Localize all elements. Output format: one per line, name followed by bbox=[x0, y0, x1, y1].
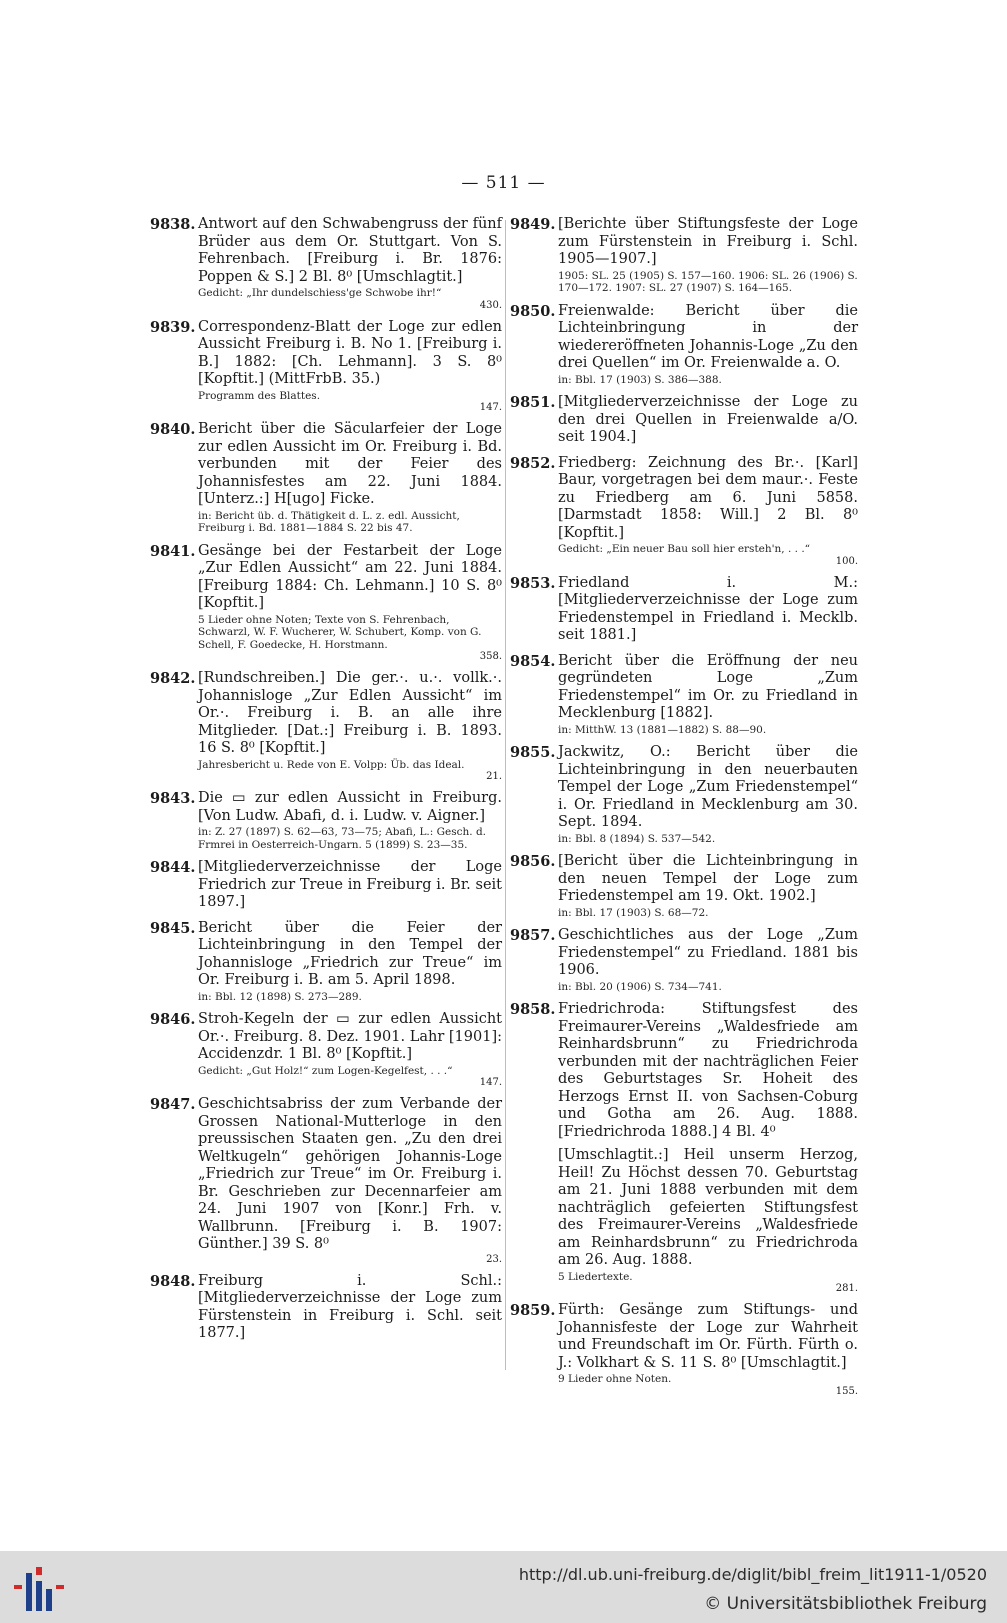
bibliography-entry bbox=[150, 319, 502, 414]
bibliography-entry bbox=[510, 1302, 858, 1397]
bibliography-entry bbox=[150, 543, 502, 663]
entry-text: Friedberg: Zeichnung des Br.·. [Karl] Baur, vorgetragen bei dem maur.·. Feste zu Friedberg am 6. Juni 5858. [Darmstadt 1858: Will.] 2 Bl. 8⁰ [Kopftit.] bbox=[558, 454, 858, 541]
right-column bbox=[510, 216, 858, 1405]
bibliography-entry bbox=[150, 1096, 502, 1265]
footer-copyright: © Universitätsbibliothek Freiburg bbox=[704, 1594, 987, 1614]
entry-note: in: Bbl. 12 (1898) S. 273—289. bbox=[198, 990, 362, 1003]
entry-note: in: MitthW. 13 (1881—1882) S. 88—90. bbox=[558, 723, 767, 736]
entry-text: Geschichtsabriss der zum Verbande der Grossen National-Mutterloge in den preussischen Staaten gen. „Zu den drei Weltkugeln“ gehörigen Johannis-Loge „Friedrich zur Treue“ im Or. Freiburg i. Br. Geschrieben zur Decennarfeier am 24. Juni 1907 von [Konr.] Frh. v. Wallbrunn. [Freiburg i. B. 1907: Günther.] 39 S. 8⁰ bbox=[198, 1096, 502, 1252]
bibliography-entry bbox=[510, 216, 858, 295]
entry-text: Freiburg i. Schl.: [Mitgliederverzeichnisse der Loge zum Fürstenstein in Freiburg i. Schl. seit 1877.] bbox=[198, 1272, 502, 1341]
entry-text: Freienwalde: Bericht über die Lichteinbringung in der wiedereröffneten Johannis-Loge „Zu den drei Quellen“ im Or. Freienwalde a. O. bbox=[558, 302, 858, 371]
page-number: — 511 — bbox=[461, 173, 546, 193]
entry-note: Gedicht: „Gut Holz!“ zum Logen-Kegelfest, . . .“ bbox=[198, 1064, 453, 1077]
entry-number: 9849. bbox=[510, 216, 556, 233]
bibliography-entry bbox=[150, 790, 502, 851]
bibliography-entry bbox=[150, 670, 502, 782]
entry-text: Gesänge bei der Festarbeit der Loge „Zur Edlen Aussicht“ am 22. Juni 1884. [Freiburg 1884: Ch. Lehmann.] 10 S. 8⁰ [Kopftit.] bbox=[198, 542, 502, 611]
footer-url-link[interactable]: http://dl.ub.uni-freiburg.de/diglit/bibl_freim_lit1911-1/0520 bbox=[518, 1565, 987, 1584]
entry-reference-number: 358. bbox=[479, 651, 502, 662]
left-column bbox=[150, 216, 502, 1351]
entry-number: 9843. bbox=[150, 790, 196, 807]
bibliography-entry bbox=[510, 303, 858, 387]
bibliography-entry bbox=[150, 1011, 502, 1088]
entry-note: in: Bbl. 17 (1903) S. 386—388. bbox=[558, 373, 722, 386]
entry-note: in: Z. 27 (1897) S. 62—63, 73—75; Abafi, L.: Gesch. d. Frmrei in Oesterreich-Ungarn. 5 (1899) S. 23—35. bbox=[198, 826, 487, 851]
entry-note: Programm des Blattes. bbox=[198, 389, 321, 402]
bibliography-entry bbox=[510, 853, 858, 919]
column-divider bbox=[505, 220, 506, 1370]
entry-text: [Berichte über Stiftungsfeste der Loge zum Fürstenstein in Freiburg i. Schl. 1905—1907.] bbox=[558, 216, 858, 267]
bibliography-entry bbox=[510, 653, 858, 737]
entry-text: Friedrichroda: Stiftungsfest des Freimaurer-Vereins „Waldesfriede am Reinhardsbrunn“ zu Friedrichroda verbunden mit der nachträglichen Feier des Geburtstages Sr. Hoheit des Herzogs Ernst II. von Sachsen-Coburg und Gotha am 26. Aug. 1888. [Friedrichroda 1888.] 4 Bl. 4⁰ bbox=[558, 1001, 858, 1140]
entry-note: Jahresbericht u. Rede von E. Volpp: Üb. das Ideal. bbox=[198, 758, 465, 771]
entry-reference-number: 430. bbox=[479, 299, 502, 311]
entry-note: in: Bbl. 17 (1903) S. 68—72. bbox=[558, 906, 709, 919]
entry-text: Stroh-Kegeln der ▭ zur edlen Aussicht Or.·. Freiburg. 8. Dez. 1901. Lahr [1901]: Accidenzdr. 1 Bl. 8⁰ [Kopftit.] bbox=[198, 1011, 502, 1062]
entry-number: 9850. bbox=[510, 302, 556, 320]
entry-note: in: Bbl. 8 (1894) S. 537—542. bbox=[558, 832, 716, 845]
entry-number: 9848. bbox=[150, 1272, 196, 1290]
entry-reference-number: 100. bbox=[835, 555, 858, 567]
entry-note: 5 Lieder ohne Noten; Texte von S. Fehrenbach, Schwarzl, W. F. Wucherer, W. Schubert, Komp. von G. Schell, F. Goedecke, H. Horstmann. bbox=[198, 613, 482, 651]
entry-number: 9841. bbox=[150, 542, 196, 560]
entry-number: 9842. bbox=[150, 670, 196, 687]
entry-reference-number: 21. bbox=[486, 771, 502, 782]
entry-text: [Rundschreiben.] Die ger.·. u.·. vollk.·. Johannisloge „Zur Edlen Aussicht“ im Or.·. Freiburg i. B. an alle ihre Mitglieder. [Dat.:] Freiburg i. B. 1893. 16 S. 8⁰ [Kopftit.] bbox=[198, 670, 502, 756]
entry-note: Gedicht: „Ihr dundelschiess'ge Schwobe ihr!“ bbox=[198, 287, 442, 299]
entry-text: Geschichtliches aus der Loge „Zum Friedenstempel“ zu Friedland. 1881 bis 1906. bbox=[558, 927, 858, 978]
entry-text: [Mitgliederverzeichnisse der Loge zu den drei Quellen in Freienwalde a/O. seit 1904.] bbox=[558, 394, 858, 445]
entry-text: [Bericht über die Lichteinbringung in den neuen Tempel der Loge zum Friedenstempel am 19. Okt. 1902.] bbox=[558, 853, 858, 904]
bibliography-entry bbox=[150, 859, 502, 912]
entry-number: 9855. bbox=[510, 744, 556, 761]
entry-number: 9838. bbox=[150, 216, 196, 233]
entry-reference-number: 147. bbox=[479, 1077, 502, 1088]
entry-number: 9852. bbox=[510, 454, 556, 472]
entry-number: 9840. bbox=[150, 421, 196, 438]
bibliography-entry bbox=[150, 421, 502, 535]
bibliography-entry bbox=[510, 744, 858, 845]
entry-number: 9856. bbox=[510, 853, 556, 870]
library-logo-icon bbox=[10, 1563, 66, 1615]
entry-reference-number: 281. bbox=[835, 1283, 858, 1294]
bibliography-entry bbox=[510, 455, 858, 567]
entry-number: 9859. bbox=[510, 1302, 556, 1319]
entry-number: 9846. bbox=[150, 1011, 196, 1028]
entry-note: 1905: SL. 25 (1905) S. 157—160. 1906: SL. 26 (1906) S. 170—172. 1907: SL. 27 (1907) S. 164—165. bbox=[558, 269, 858, 294]
entry-number: 9858. bbox=[510, 1001, 556, 1018]
entry-text: Bericht über die Feier der Lichteinbringung in den Tempel der Johannisloge „Friedrich zur Treue“ im Or. Freiburg i. B. am 5. April 1898. bbox=[198, 919, 502, 988]
entry-text: Friedland i. M.: [Mitgliederverzeichnisse der Loge zum Friedenstempel in Friedland i. Mecklb. seit 1881.] bbox=[558, 574, 858, 643]
entry-text: Correspondenz-Blatt der Loge zur edlen Aussicht Freiburg i. B. No 1. [Freiburg i. B.] 1882: [Ch. Lehmann]. 3 S. 8⁰ [Kopftit.] (MittFrbB. 35.) bbox=[198, 318, 502, 387]
bibliography-entry bbox=[150, 216, 502, 311]
entry-text: Antwort auf den Schwabengruss der fünf Brüder aus dem Or. Stuttgart. Von S. Fehrenbach. [Freiburg i. Br. 1876: Poppen & S.] 2 Bl. 8⁰ [Umschlagtit.] bbox=[198, 216, 502, 285]
entry-reference-number: 155. bbox=[835, 1385, 858, 1397]
entry-note: 5 Liedertexte. bbox=[558, 1270, 633, 1283]
entry-text: Die ▭ zur edlen Aussicht in Freiburg. [Von Ludw. Abafi, d. i. Ludw. v. Aigner.] bbox=[198, 790, 502, 824]
entry-note: in: Bbl. 20 (1906) S. 734—741. bbox=[558, 980, 722, 993]
entry-number: 9839. bbox=[150, 318, 196, 336]
footer-bar bbox=[0, 1551, 1007, 1623]
entry-reference-number: 23. bbox=[486, 1253, 502, 1265]
entry-text: Fürth: Gesänge zum Stiftungs- und Johannisfeste der Loge zur Wahrheit und Freundschaft im Or. Fürth. Fürth o. J.: Volkhart & S. 11 S. 8⁰ [Umschlagtit.] bbox=[558, 1302, 858, 1371]
bibliography-entry bbox=[510, 1001, 858, 1294]
entry-number: 9853. bbox=[510, 574, 556, 592]
entry-number: 9845. bbox=[150, 919, 196, 937]
bibliography-entry bbox=[510, 575, 858, 645]
entry-note: 9 Lieder ohne Noten. bbox=[558, 1373, 672, 1385]
entry-number: 9847. bbox=[150, 1096, 196, 1113]
entry-number: 9857. bbox=[510, 927, 556, 944]
entry-text: Bericht über die Eröffnung der neu gegründeten Loge „Zum Friedenstempel“ im Or. zu Friedland in Mecklenburg [1882]. bbox=[558, 652, 858, 721]
entry-note: in: Bericht üb. d. Thätigkeit d. L. z. edl. Aussicht, Freiburg i. Bd. 1881—1884 S. 22 bis 47. bbox=[198, 509, 460, 534]
bibliography-entry bbox=[150, 920, 502, 1004]
entry-number: 9851. bbox=[510, 394, 556, 411]
entry-number: 9844. bbox=[150, 859, 196, 876]
entry-text: Jackwitz, O.: Bericht über die Lichteinbringung in den neuerbauten Tempel der Loge „Zum Friedenstempel“ i. Or. Friedland in Mecklenburg am 30. Sept. 1894. bbox=[558, 744, 858, 830]
bibliography-entry bbox=[510, 927, 858, 993]
entry-number: 9854. bbox=[510, 652, 556, 670]
entry-note: Gedicht: „Ein neuer Bau soll hier ersteh'n, . . .“ bbox=[558, 543, 811, 555]
bibliography-entry bbox=[150, 1273, 502, 1343]
entry-paragraph: [Umschlagtit.:] Heil unserm Herzog, Heil! Zu Höchst dessen 70. Geburtstag am 21. Juni 1888 verbunden mit dem nachträglich gefeierten Stiftungsfest des Freimaurer-Vereins „Waldesfriede am Reinhardsbrunn“ zu Friedrichroda am 26. Aug. 1888. bbox=[558, 1147, 858, 1268]
entry-reference-number: 147. bbox=[479, 402, 502, 413]
entry-text: [Mitgliederverzeichnisse der Loge Friedrich zur Treue in Freiburg i. Br. seit 1897.] bbox=[198, 859, 502, 910]
bibliography-entry bbox=[510, 394, 858, 447]
entry-text: Bericht über die Säcularfeier der Loge zur edlen Aussicht im Or. Freiburg i. Bd. verbunden mit der Feier des Johannisfestes am 22. Juni 1884. [Unterz.:] H[ugo] Ficke. bbox=[198, 421, 502, 507]
